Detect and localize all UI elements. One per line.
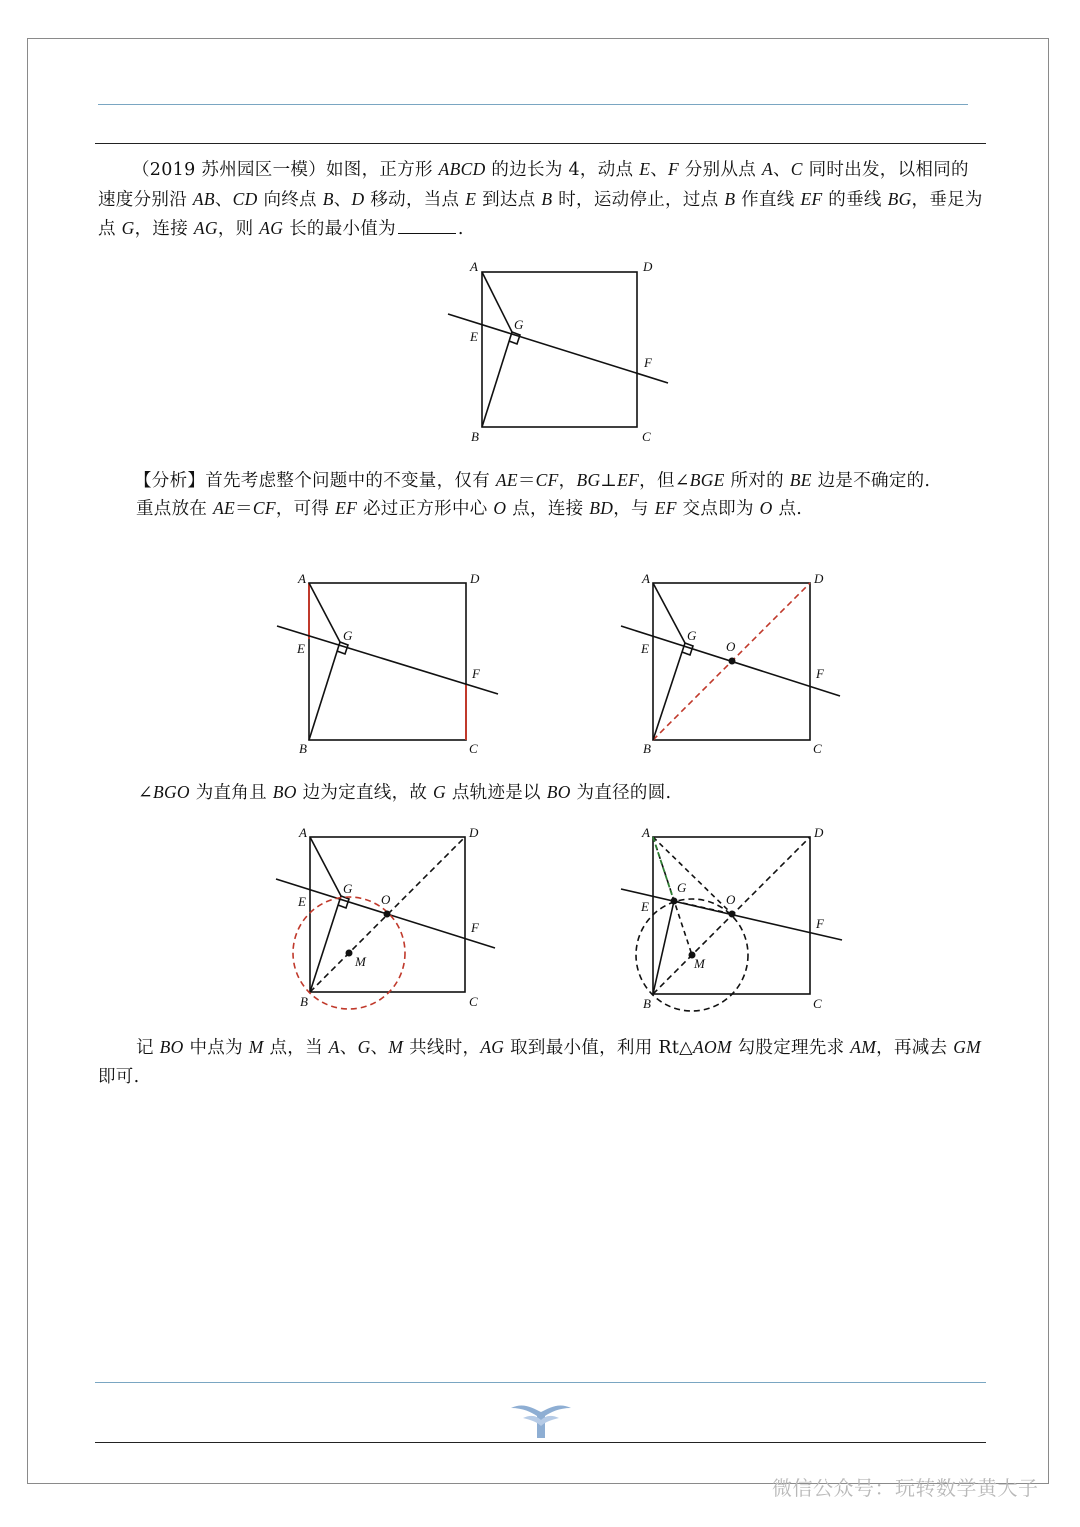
segment-bg xyxy=(309,642,340,740)
text-run: 必过正方形中心 xyxy=(357,499,494,519)
math-variable: AE xyxy=(213,498,236,518)
label-f: F xyxy=(644,355,652,370)
label-o: O xyxy=(381,892,391,907)
conclusion-body xyxy=(98,1038,981,1087)
text-run: 向终点 xyxy=(257,189,323,210)
label-d: D xyxy=(643,259,653,274)
label-a: A xyxy=(642,825,650,840)
math-variable: EF xyxy=(654,498,677,518)
text-run: 、 xyxy=(772,160,791,180)
label-b: B xyxy=(643,996,651,1011)
segment-bg xyxy=(653,901,674,994)
point-o xyxy=(729,911,736,918)
text-run: ，垂足为点 xyxy=(98,189,983,239)
math-variable: GM xyxy=(953,1037,982,1057)
footer-rule-blue xyxy=(95,1382,986,1383)
math-variable: AB xyxy=(192,188,215,209)
text-run: ∠ xyxy=(138,783,153,803)
text-run: 中点为 xyxy=(183,1038,249,1058)
text-run: 长的最小值为 xyxy=(283,219,396,239)
text-run: ⊥ xyxy=(600,471,618,491)
math-variable: G xyxy=(433,782,446,802)
text-run: 同时出发，以相同的速度分别沿 xyxy=(98,160,969,210)
label-b: B xyxy=(300,994,308,1009)
math-variable: AG xyxy=(193,218,218,238)
math-variable: BO xyxy=(159,1037,184,1057)
text-run: 时，运动停止，过点 xyxy=(552,189,725,210)
math-variable: B xyxy=(541,188,553,209)
label-d: D xyxy=(814,825,824,840)
segment-bg xyxy=(653,643,685,740)
analysis-line-1 xyxy=(134,466,994,496)
text-run: 分别从点 xyxy=(679,160,762,180)
answer-blank[interactable] xyxy=(398,217,456,234)
math-variable: EF xyxy=(617,470,640,490)
label-a: A xyxy=(299,825,307,840)
problem-end: . xyxy=(457,219,464,239)
text-run: ， xyxy=(558,471,577,491)
math-variable: BD xyxy=(589,498,614,518)
math-variable: G xyxy=(121,218,135,238)
label-c: C xyxy=(469,994,478,1009)
label-o: O xyxy=(726,639,736,654)
label-c: C xyxy=(813,741,822,756)
conclusion-text xyxy=(98,1033,986,1091)
segment-ag xyxy=(653,583,685,643)
square-abcd xyxy=(309,583,466,740)
label-m: M xyxy=(694,956,705,971)
text-run: 、 xyxy=(214,189,233,210)
label-f: F xyxy=(472,666,480,681)
label-e: E xyxy=(641,641,649,656)
label-d: D xyxy=(469,825,479,840)
text-run: 边为定直线，故 xyxy=(296,783,434,803)
header-rule-black xyxy=(95,143,986,144)
segment-bg xyxy=(482,332,512,427)
problem-source: （2019 苏州园区一模） xyxy=(132,160,326,180)
math-variable: BGE xyxy=(689,470,725,490)
segment-ag xyxy=(309,583,340,642)
math-variable: M xyxy=(388,1037,404,1057)
label-b: B xyxy=(299,741,307,756)
math-variable: E xyxy=(639,159,651,179)
problem-text xyxy=(98,155,986,244)
label-e: E xyxy=(297,641,305,656)
label-e: E xyxy=(641,899,649,914)
math-variable: A xyxy=(761,159,773,179)
label-f: F xyxy=(816,916,824,931)
math-variable: O xyxy=(493,498,507,518)
label-g: G xyxy=(677,880,687,895)
math-variable: AG xyxy=(259,218,284,238)
text-run: 为直径的圆. xyxy=(570,783,672,803)
point-o xyxy=(384,911,391,918)
locus-body xyxy=(138,783,671,803)
math-variable: CF xyxy=(535,470,559,490)
text-run: 点，当 xyxy=(263,1038,329,1058)
math-variable: BGO xyxy=(152,782,190,802)
analysis-line-2 xyxy=(136,494,996,524)
text-run: 的边长为 4，动点 xyxy=(485,160,640,180)
segment-ag-green xyxy=(653,837,674,901)
point-m xyxy=(346,950,353,957)
text-run: ＝ xyxy=(517,471,536,491)
text-run: 到达点 xyxy=(476,189,542,210)
label-o: O xyxy=(726,892,736,907)
label-d: D xyxy=(470,571,480,586)
header-rule-blue xyxy=(98,104,968,105)
label-e: E xyxy=(470,329,478,344)
text-run: 、 xyxy=(333,189,352,210)
segment-ag xyxy=(310,837,341,896)
text-run: ，可得 xyxy=(275,499,336,519)
segment-ag xyxy=(482,272,512,332)
label-a: A xyxy=(470,259,478,274)
text-run: ，再减去 xyxy=(876,1038,954,1058)
text-run: ，但∠ xyxy=(639,471,690,491)
analysis-label: 【分析】 xyxy=(134,471,206,491)
text-run: 的垂线 xyxy=(822,189,888,210)
math-variable: AOM xyxy=(692,1037,732,1057)
text-run: 移动，当点 xyxy=(364,189,466,210)
math-variable: AE xyxy=(495,470,518,490)
text-run: 重点放在 xyxy=(136,499,214,519)
footer-rule-black xyxy=(95,1442,986,1443)
figure-problem xyxy=(440,255,680,450)
math-variable: CF xyxy=(252,498,276,518)
text-run: 所对的 xyxy=(724,471,790,491)
math-variable: B xyxy=(322,188,334,209)
label-c: C xyxy=(469,741,478,756)
text-run: 为直角且 xyxy=(189,783,273,803)
label-f: F xyxy=(471,920,479,935)
label-g: G xyxy=(343,628,353,643)
math-variable: E xyxy=(465,188,477,209)
label-m: M xyxy=(355,954,366,969)
point-g xyxy=(671,898,678,905)
label-a: A xyxy=(298,571,306,586)
math-variable: BG xyxy=(576,470,601,490)
text-run: 作直线 xyxy=(735,189,801,210)
label-f: F xyxy=(816,666,824,681)
line-ef xyxy=(277,626,498,694)
text-run: 交点即为 xyxy=(676,499,760,519)
watermark: 微信公众号：玩转数学黄大子 xyxy=(772,1476,1039,1500)
math-variable: CD xyxy=(232,188,258,209)
text-run: ，连接 xyxy=(134,219,194,239)
analysis-line-2-body xyxy=(136,499,802,519)
math-variable: C xyxy=(790,159,803,179)
text-run: 边是不确定的. xyxy=(811,471,931,491)
math-variable: EF xyxy=(800,188,823,209)
label-b: B xyxy=(643,741,651,756)
math-variable: AM xyxy=(850,1037,877,1057)
text-run: ＝ xyxy=(235,499,253,519)
figure-analysis-left xyxy=(270,565,510,760)
text-run: 取到最小值，利用 Rt△ xyxy=(504,1038,693,1058)
footer-logo xyxy=(509,1398,573,1440)
text-run: 、 xyxy=(370,1038,389,1058)
math-variable: BO xyxy=(272,782,297,802)
label-c: C xyxy=(813,996,822,1011)
line-ef xyxy=(448,314,668,383)
text-run: 如图，正方形 xyxy=(326,160,439,180)
label-d: D xyxy=(814,571,824,586)
label-g: G xyxy=(687,628,697,643)
math-variable: B xyxy=(724,188,736,209)
analysis-line-1-body xyxy=(205,471,930,491)
math-variable: O xyxy=(759,498,773,518)
label-e: E xyxy=(298,894,306,909)
text-run: 首先考虑整个问题中的不变量，仅有 xyxy=(205,471,496,491)
math-variable: G xyxy=(357,1037,371,1057)
label-a: A xyxy=(642,571,650,586)
label-g: G xyxy=(343,881,353,896)
text-run: 共线时， xyxy=(403,1038,481,1058)
math-variable: ABCD xyxy=(438,159,486,179)
text-run: 点轨迹是以 xyxy=(446,783,547,803)
math-variable: AG xyxy=(480,1037,505,1057)
math-variable: M xyxy=(248,1037,264,1057)
text-run: 即可. xyxy=(98,1066,140,1087)
point-o xyxy=(729,658,736,665)
figure-locus-right xyxy=(615,820,855,1015)
text-run: 点，连接 xyxy=(506,499,590,519)
text-run: ，则 xyxy=(217,219,260,239)
text-run: 勾股定理先求 xyxy=(731,1038,851,1058)
label-b: B xyxy=(471,429,479,444)
math-variable: EF xyxy=(335,498,358,518)
math-variable: F xyxy=(668,159,679,179)
figure-analysis-right xyxy=(615,565,855,760)
locus-text xyxy=(138,778,998,808)
math-variable: A xyxy=(328,1037,340,1057)
math-variable: D xyxy=(351,188,365,209)
figure-locus-left xyxy=(270,820,510,1015)
text-run: ，与 xyxy=(613,499,655,519)
text-run: 记 xyxy=(136,1038,160,1058)
label-c: C xyxy=(642,429,651,444)
text-run: 、 xyxy=(339,1038,358,1058)
math-variable: BE xyxy=(789,470,812,490)
math-variable: BO xyxy=(546,782,571,802)
math-variable: BG xyxy=(887,188,912,209)
label-g: G xyxy=(514,317,524,332)
text-run: 、 xyxy=(650,160,668,180)
text-run: 点. xyxy=(772,499,803,519)
